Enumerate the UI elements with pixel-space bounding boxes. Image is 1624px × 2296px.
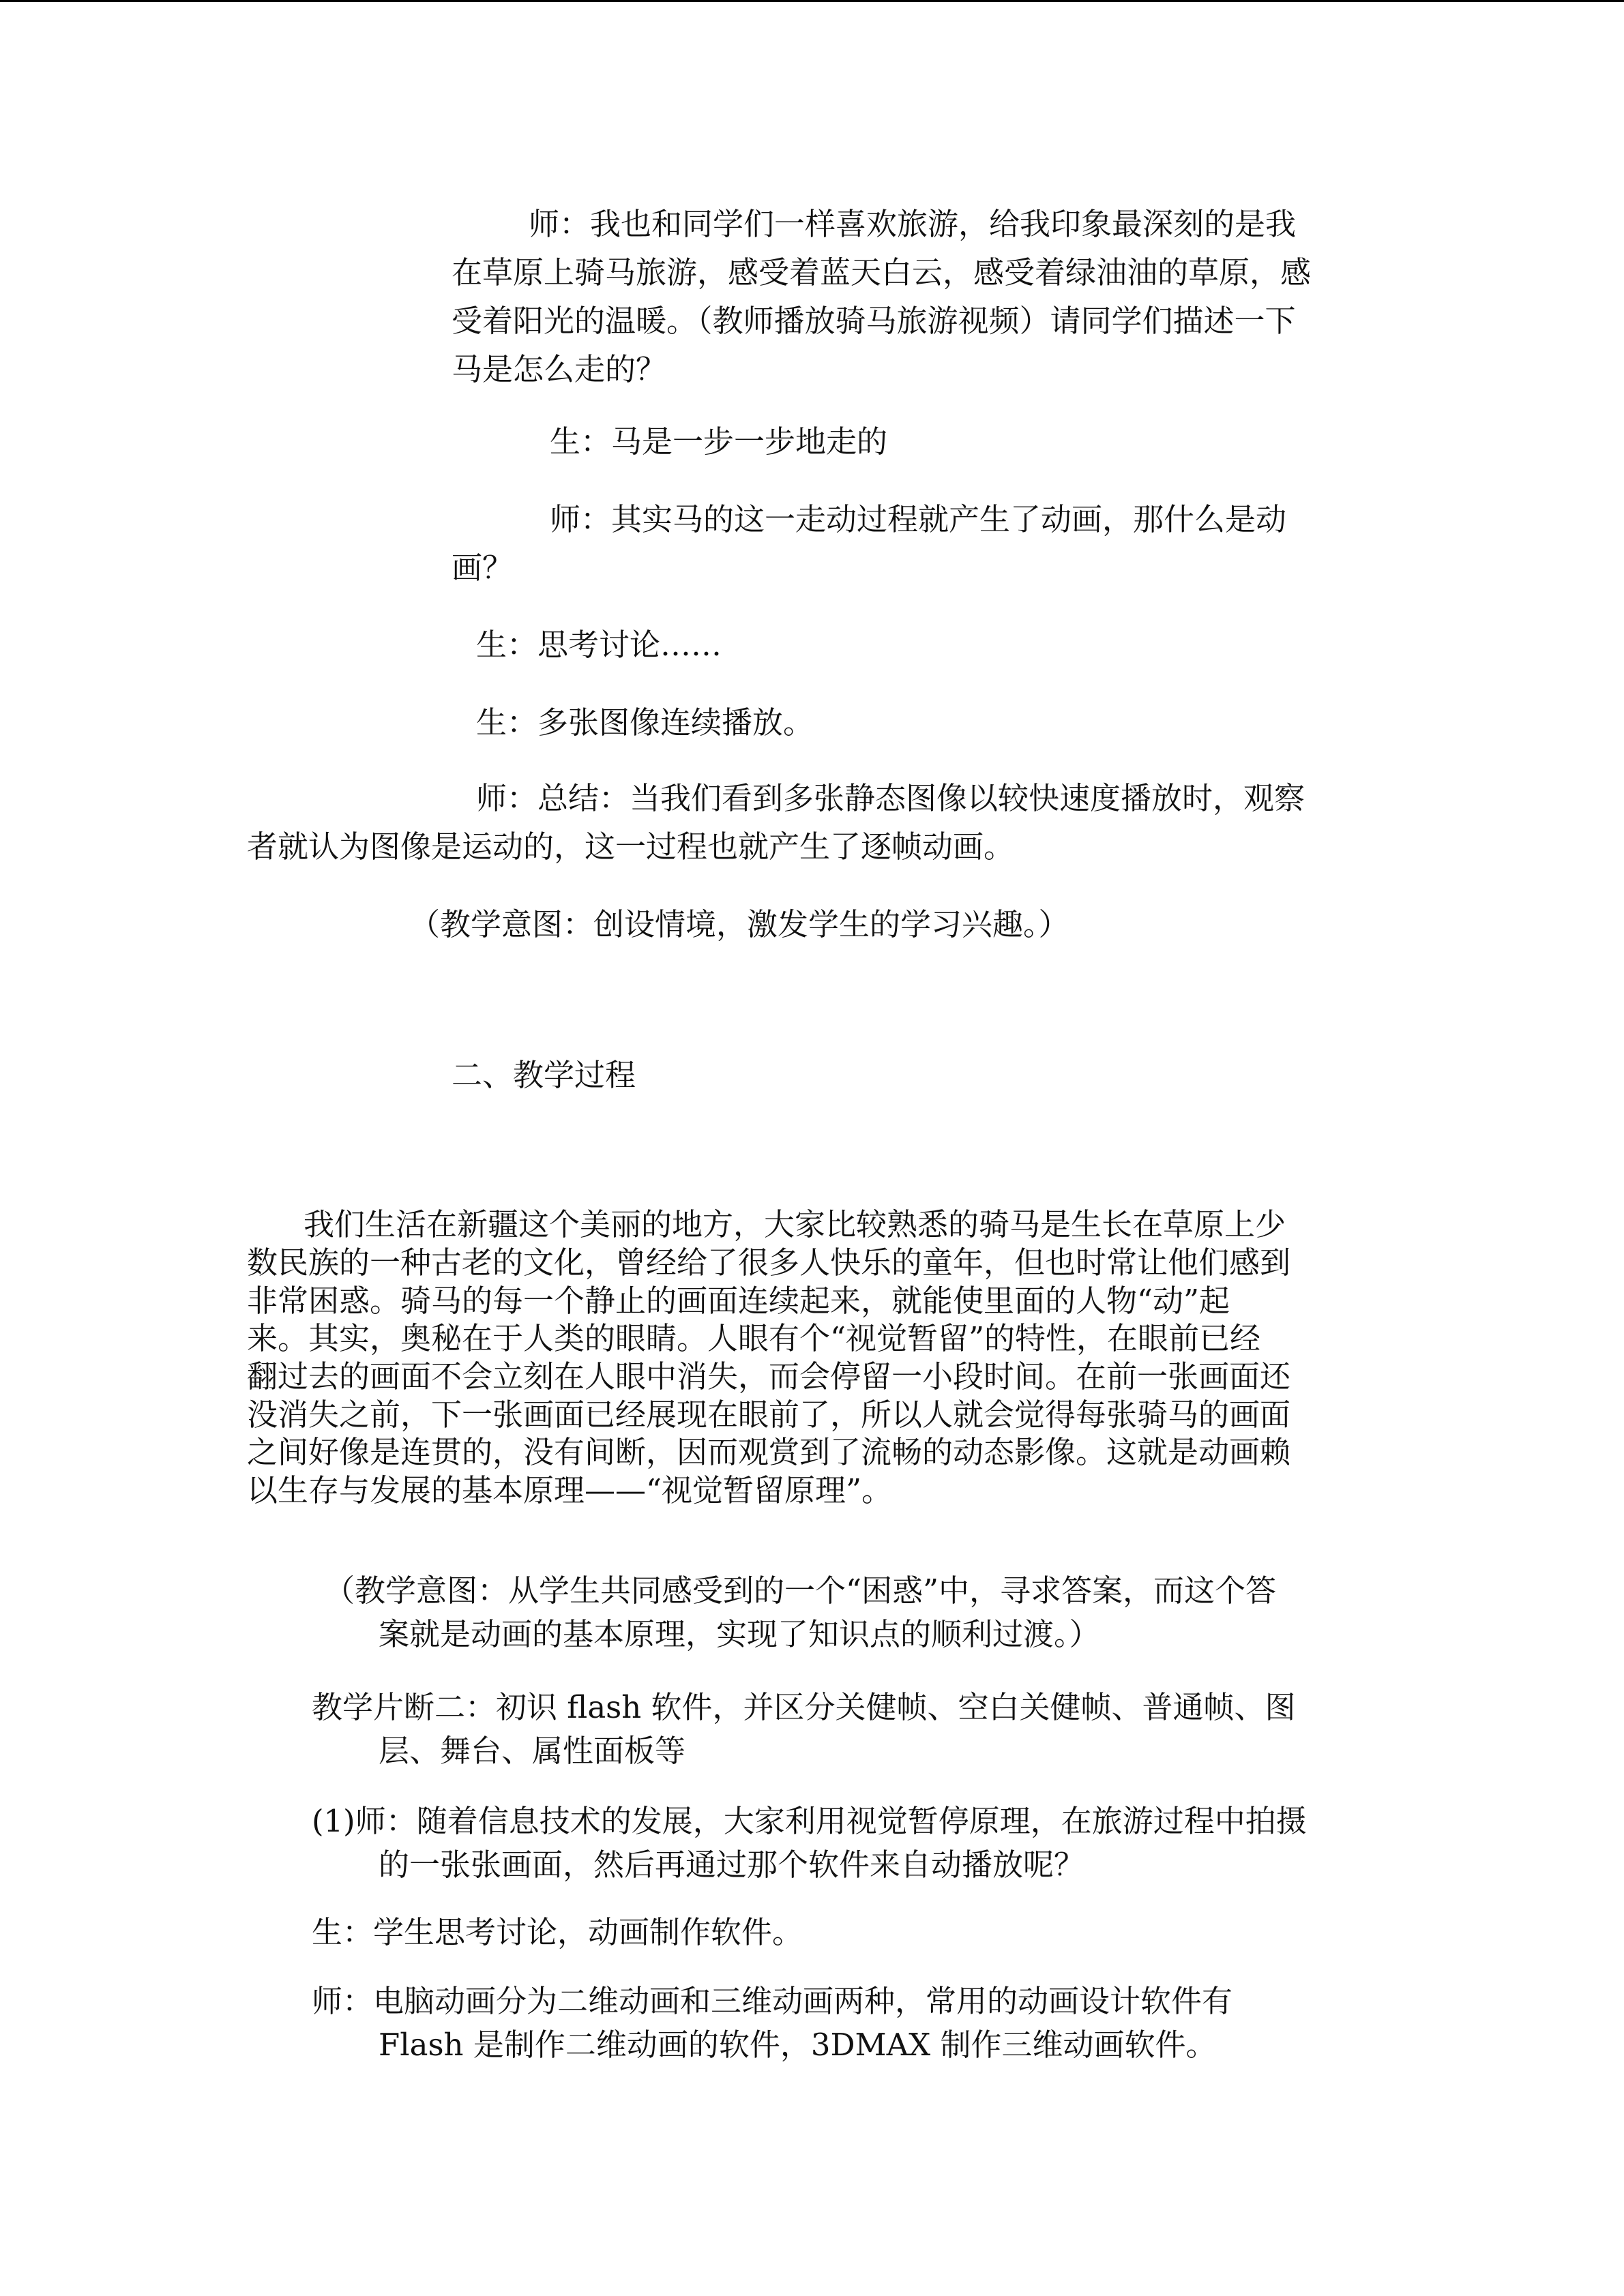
text-line: （教学意图：从学生共同感受到的一个“困惑”中，寻求答案，而这个答 xyxy=(324,1572,1277,1609)
section-heading: 二、教学过程 xyxy=(452,1057,636,1093)
text-line: 的一张张画面，然后再通过那个软件来自动播放呢？ xyxy=(379,1847,1085,1883)
text-line: 我们生活在新疆这个美丽的地方，大家比较熟悉的骑马是生长在草原上少 xyxy=(304,1206,1286,1242)
text-line: 受着阳光的温暖。（教师播放骑马旅游视频）请同学们描述一下 xyxy=(452,303,1296,339)
text-line: 师：总结：当我们看到多张静态图像以较快速度播放时，观察 xyxy=(476,780,1305,816)
text-line: 来。其实，奥秘在于人类的眼睛。人眼有个“视觉暂留”的特性，在眼前已经 xyxy=(247,1320,1261,1356)
text-line: 非常困惑。骑马的每一个静止的画面连续起来，就能使里面的人物“动”起 xyxy=(247,1283,1230,1319)
text-line: 生：马是一步一步地走的 xyxy=(550,423,888,460)
text-line: 教学片断二：初识 flash 软件，并区分关健帧、空白关健帧、普通帧、图 xyxy=(312,1689,1296,1725)
text-line: 生：思考讨论…… xyxy=(476,627,722,663)
text-line: 师：电脑动画分为二维动画和三维动画两种，常用的动画设计软件有 xyxy=(312,1983,1233,2019)
text-line: 者就认为图像是运动的，这一过程也就产生了逐帧动画。 xyxy=(247,829,1015,865)
text-line: Flash 是制作二维动画的软件，3DMAX 制作三维动画软件。 xyxy=(379,2027,1217,2063)
text-line: (1)师：随着信息技术的发展，大家利用视觉暂停原理，在旅游过程中拍摄 xyxy=(312,1803,1307,1839)
page-top-border xyxy=(0,0,1624,2)
text-line: 数民族的一种古老的文化，曾经给了很多人快乐的童年，但也时常让他们感到 xyxy=(247,1244,1291,1281)
text-line: 在草原上骑马旅游，感受着蓝天白云，感受着绿油油的草原，感 xyxy=(452,254,1312,290)
text-line: 案就是动画的基本原理，实现了知识点的顺利过渡。） xyxy=(379,1616,1100,1652)
text-line: 层、舞台、属性面板等 xyxy=(379,1733,686,1769)
text-line: 生：学生思考讨论，动画制作软件。 xyxy=(312,1914,803,1950)
text-line: 师：我也和同学们一样喜欢旅游，给我印象最深刻的是我 xyxy=(529,206,1297,242)
text-line: 画？ xyxy=(452,550,514,586)
text-line: 之间好像是连贯的，没有间断，因而观赏到了流畅的动态影像。这就是动画赖 xyxy=(247,1434,1291,1470)
text-line: 马是怎么走的？ xyxy=(452,351,667,387)
text-line: 生：多张图像连续播放。 xyxy=(476,704,814,741)
text-line: 翻过去的画面不会立刻在人眼中消失，而会停留一小段时间。在前一张画面还 xyxy=(247,1358,1291,1395)
text-line: 以生存与发展的基本原理——“视觉暂留原理”。 xyxy=(247,1472,893,1508)
text-line: 没消失之前，下一张画面已经展现在眼前了，所以人就会觉得每张骑马的画面 xyxy=(247,1397,1291,1433)
text-line: 师：其实马的这一走动过程就产生了动画，那什么是动 xyxy=(550,501,1287,537)
text-line: （教学意图：创设情境，激发学生的学习兴趣。） xyxy=(409,906,1069,942)
